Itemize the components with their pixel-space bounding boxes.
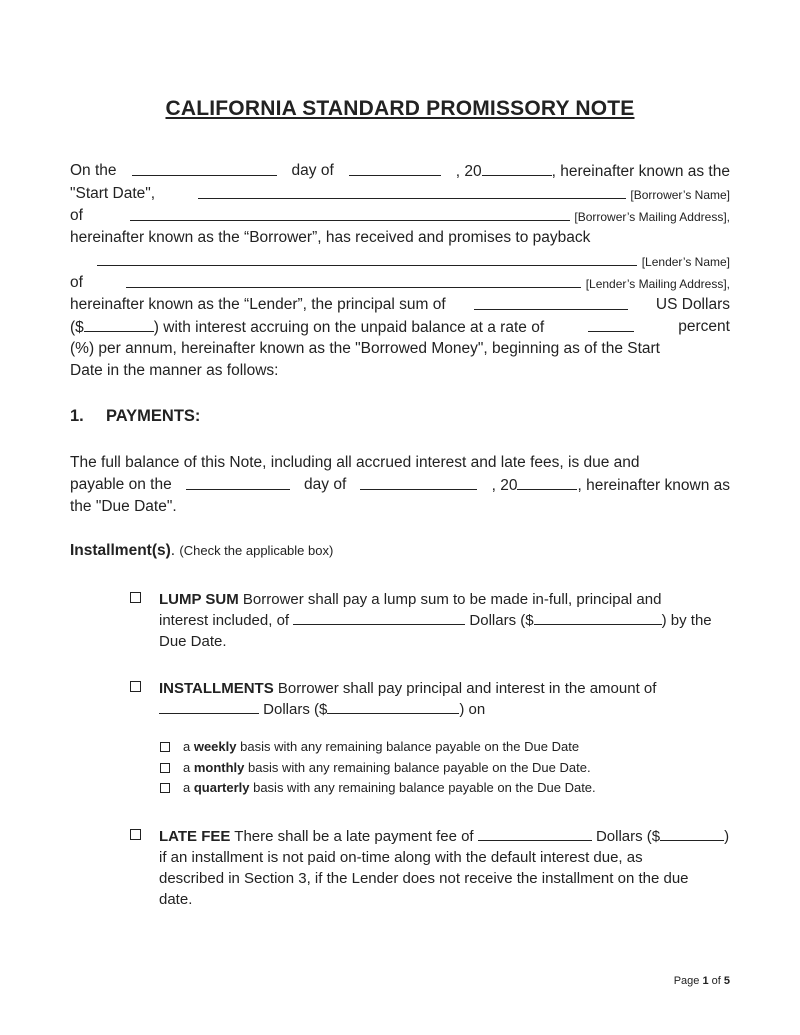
quarterly-bold: quarterly xyxy=(193,780,250,795)
label-lender-address: [Lender’s Mailing Address], xyxy=(585,277,730,291)
intro-line-6 xyxy=(70,273,730,294)
blank-late-fee-words[interactable] xyxy=(478,826,592,841)
installments-label-line xyxy=(70,541,730,561)
text-year-prefix: , 20 xyxy=(455,163,482,180)
quarterly-text xyxy=(183,779,596,797)
section-title: PAYMENTS: xyxy=(106,407,201,425)
text-of: of xyxy=(70,207,83,224)
text-day-of: day of xyxy=(291,162,334,179)
lump-sum-text-2c: ) by the xyxy=(661,612,712,629)
blank-due-year[interactable] xyxy=(517,475,577,490)
text-us-dollars: US Dollars xyxy=(655,296,730,313)
installments-text-1: Borrower shall pay principal and interest in the amount of xyxy=(273,680,657,697)
quarterly-post: basis with any remaining balance payable on the Due Date. xyxy=(249,780,596,795)
text-day-of: day of xyxy=(304,476,347,493)
blank-due-day[interactable] xyxy=(186,475,290,490)
weekly-post: basis with any remaining balance payable on the Due Date xyxy=(236,739,580,754)
payments-line-2 xyxy=(70,475,730,496)
late-fee-text-3: described in Section 3, if the Lender does not receive the installment on the due xyxy=(159,870,689,887)
blank-interest-rate[interactable] xyxy=(588,317,634,332)
page-total: 5 xyxy=(723,975,730,987)
label-lender-name: [Lender’s Name] xyxy=(641,255,730,269)
text-percent: percent xyxy=(678,318,730,335)
late-fee-text xyxy=(159,826,734,910)
blank-installment-words[interactable] xyxy=(159,699,259,714)
blank-late-fee-amount[interactable] xyxy=(660,826,724,841)
text-payable-on: payable on the xyxy=(70,476,172,493)
intro-line-3 xyxy=(70,206,730,227)
installments-checkbox[interactable] xyxy=(130,681,141,692)
monthly-checkbox[interactable] xyxy=(160,763,170,773)
installments-hint: (Check the applicable box) xyxy=(179,543,334,558)
installments-text-2b: ) on xyxy=(459,701,486,718)
page-word: Page xyxy=(673,975,703,987)
weekly-bold: weekly xyxy=(193,739,237,754)
text-known-as: , hereinafter known as the xyxy=(551,163,730,180)
option-late-fee xyxy=(130,826,730,912)
blank-lender-address[interactable] xyxy=(126,273,581,288)
late-fee-text-2: if an installment is not paid on-time along with the default interest due, as xyxy=(159,849,643,866)
lump-sum-text xyxy=(159,589,734,652)
installments-dot: . xyxy=(170,542,176,559)
text-lender-clause: hereinafter known as the “Lender”, the principal sum of xyxy=(70,296,446,313)
option-monthly xyxy=(160,759,720,777)
section-1-heading xyxy=(70,407,200,426)
monthly-bold: monthly xyxy=(193,760,245,775)
blank-lump-sum-words[interactable] xyxy=(293,610,465,625)
text-known-as: , hereinafter known as xyxy=(577,477,730,494)
label-borrower-name: [Borrower’s Name] xyxy=(630,188,730,202)
lump-sum-text-2a: interest included, of xyxy=(159,612,290,629)
blank-installment-amount[interactable] xyxy=(327,699,459,714)
late-fee-text-4: date. xyxy=(159,891,193,908)
option-lump-sum xyxy=(130,589,730,655)
late-fee-text-1a: There shall be a late payment fee of xyxy=(230,828,474,845)
text-paren-dollar: ($ xyxy=(70,319,84,336)
monthly-text xyxy=(183,759,591,777)
installments-option-label: INSTALLMENTS xyxy=(159,680,274,697)
intro-line-4: hereinafter known as the “Borrower”, has received and promises to payback xyxy=(70,229,591,246)
blank-lender-name[interactable] xyxy=(97,251,637,266)
blank-borrower-address[interactable] xyxy=(130,206,570,221)
late-fee-text-1c: ) xyxy=(724,828,730,845)
blank-start-day[interactable] xyxy=(132,161,277,176)
monthly-pre: a xyxy=(183,760,194,775)
label-borrower-address: [Borrower’s Mailing Address], xyxy=(574,210,730,224)
late-fee-checkbox[interactable] xyxy=(130,829,141,840)
blank-due-month[interactable] xyxy=(360,475,477,490)
late-fee-text-1b: Dollars ($ xyxy=(595,828,661,845)
weekly-checkbox[interactable] xyxy=(160,742,170,752)
payments-line-1: The full balance of this Note, including all accrued interest and late fees, is due and xyxy=(70,454,640,471)
intro-line-5 xyxy=(70,251,730,272)
installments-label: Installment(s) xyxy=(70,542,171,559)
page-number xyxy=(674,975,730,987)
option-weekly xyxy=(160,738,720,756)
text-of: of xyxy=(70,274,83,291)
installments-text xyxy=(159,678,734,720)
intro-line-7 xyxy=(70,295,730,315)
page-current: 1 xyxy=(702,975,709,987)
text-on-the: On the xyxy=(70,162,117,179)
text-interest-clause: ) with interest accruing on the unpaid balance at a rate of xyxy=(153,319,545,336)
weekly-text xyxy=(183,738,579,756)
blank-principal-amount[interactable] xyxy=(84,317,154,332)
quarterly-checkbox[interactable] xyxy=(160,783,170,793)
lump-sum-checkbox[interactable] xyxy=(130,592,141,603)
option-installments xyxy=(130,678,730,722)
section-number: 1. xyxy=(70,407,84,425)
intro-line-9: (%) per annum, hereinafter known as the "Borrowed Money", beginning as of the Start xyxy=(70,340,660,357)
blank-lump-sum-amount[interactable] xyxy=(534,610,662,625)
weekly-pre: a xyxy=(183,739,194,754)
option-quarterly xyxy=(160,779,720,797)
text-year-prefix: , 20 xyxy=(491,477,518,494)
lump-sum-label: LUMP SUM xyxy=(159,591,239,608)
blank-principal-words[interactable] xyxy=(474,295,628,310)
blank-start-year[interactable] xyxy=(482,161,552,176)
lump-sum-text-3: Due Date. xyxy=(159,633,227,650)
intro-line-10: Date in the manner as follows: xyxy=(70,362,279,379)
lump-sum-text-2b: Dollars ($ xyxy=(469,612,534,629)
text-start-date: "Start Date", xyxy=(70,185,156,202)
document-title: CALIFORNIA STANDARD PROMISSORY NOTE xyxy=(165,97,635,120)
intro-line-2 xyxy=(70,184,730,205)
late-fee-label: LATE FEE xyxy=(159,828,231,845)
monthly-post: basis with any remaining balance payable on the Due Date. xyxy=(244,760,591,775)
installments-text-2a: Dollars ($ xyxy=(263,701,328,718)
blank-borrower-name[interactable] xyxy=(198,184,626,199)
quarterly-pre: a xyxy=(183,780,194,795)
blank-start-month[interactable] xyxy=(349,161,441,176)
payments-line-3: the "Due Date". xyxy=(70,498,177,515)
intro-line-1 xyxy=(70,161,730,182)
lump-sum-text-1: Borrower shall pay a lump sum to be made in-full, principal and xyxy=(238,591,662,608)
intro-line-8 xyxy=(70,317,730,338)
page-of: of xyxy=(708,975,724,987)
